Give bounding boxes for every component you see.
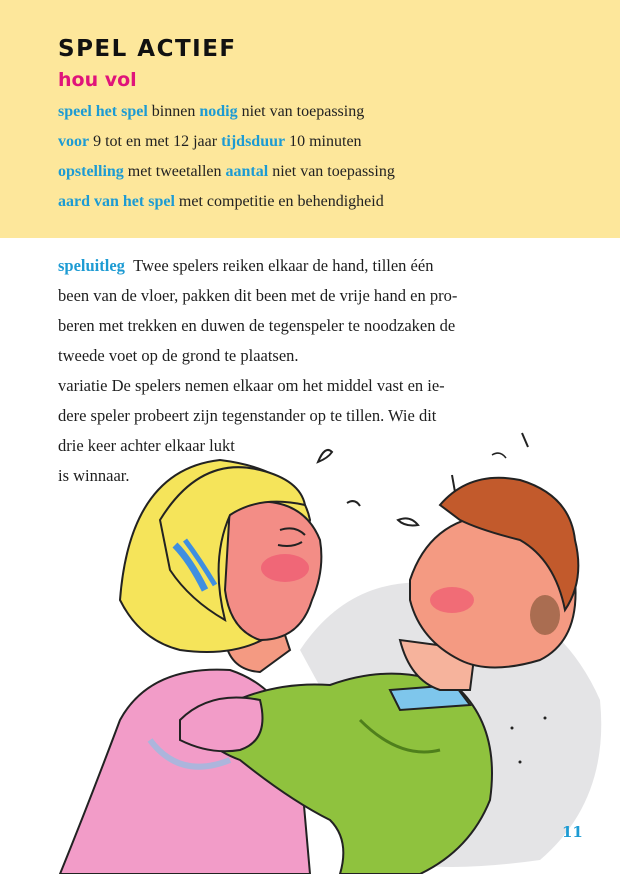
instructions-line [58,251,568,281]
meta-value: 10 minuten [285,133,362,150]
instructions-line: beren met trekken en duwen de tegenspeler te noodzaken de [58,316,456,335]
meta-row-location [58,103,364,121]
variation-line: dere speler probeert zijn tegenstander op te tillen. Wie dit [58,406,437,425]
page-number: 11 [562,823,583,841]
instructions-line: been van de vloer, pakken dit been met de vrije hand en pro- [58,286,458,305]
instructions-text [58,251,568,491]
meta-value: 9 tot en met 12 jaar [89,133,222,150]
meta-row-age [58,133,362,151]
variation-line: is winnaar. [58,466,130,485]
meta-value: met competitie en behendigheid [174,193,384,210]
instructions-label: speluitleg [58,256,125,275]
instructions-line: tweede voet op de grond te plaatsen. [58,346,299,365]
page-title: SPEL ACTIEF [58,36,237,62]
variation-line: variatie De spelers nemen elkaar om het middel vast en ie- [58,376,445,395]
meta-key: aantal [225,163,269,180]
meta-row-setup [58,163,395,181]
meta-row-type [58,193,384,211]
meta-value: binnen [147,103,200,120]
meta-key: tijdsduur [221,133,286,150]
instructions-line-text: Twee spelers reiken elkaar de hand, tillen één [133,256,434,275]
page-subtitle: hou vol [58,69,137,91]
meta-value: niet van toepassing [268,163,395,180]
meta-value: niet van toepassing [237,103,365,120]
meta-value: met tweetallen [123,163,226,180]
meta-key: nodig [199,103,238,120]
variation-line: drie keer achter elkaar lukt [58,436,235,455]
meta-key: speel het spel [58,103,148,120]
meta-key: voor [58,133,90,150]
meta-key: aard van het spel [58,193,175,210]
meta-key: opstelling [58,163,124,180]
